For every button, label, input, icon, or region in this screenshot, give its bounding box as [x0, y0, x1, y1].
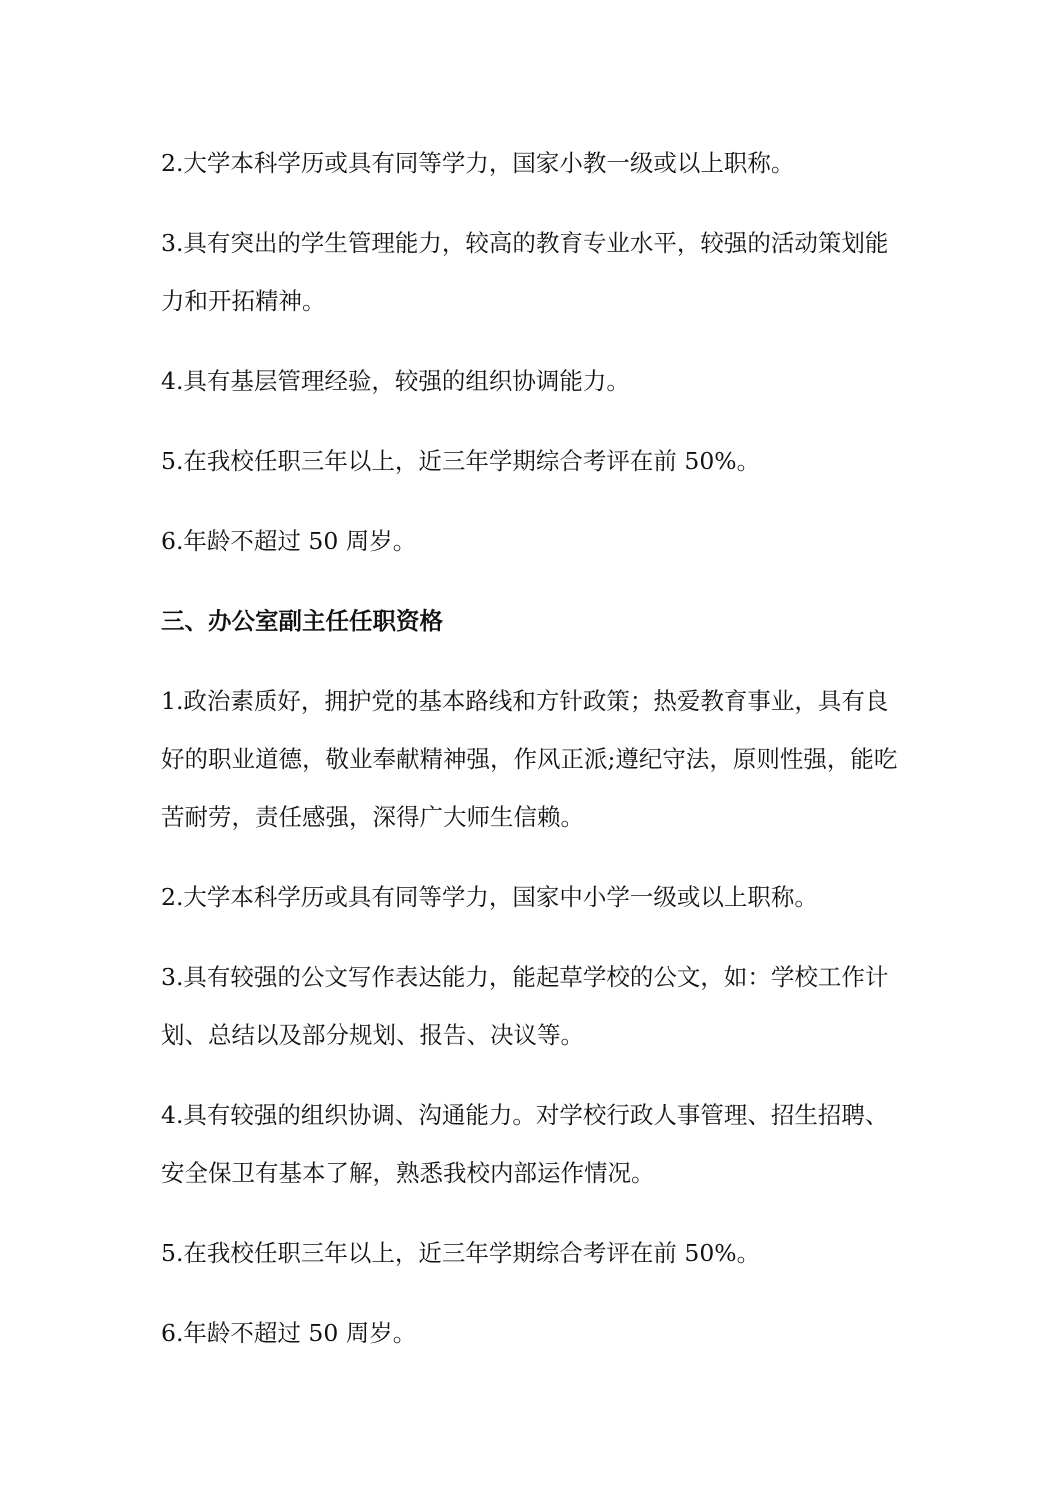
- section2-item-5: 5.在我校任职三年以上，近三年学期综合考评在前 50%。: [161, 447, 761, 475]
- section2-item-3: 3.具有突出的学生管理能力，较高的教育专业水平，较强的活动策划能力和开拓精神。: [161, 229, 889, 315]
- section3-item-6: 6.年龄不超过 50 周岁。: [161, 1319, 417, 1347]
- section3-item-2: 2.大学本科学历或具有同等学力，国家中小学一级或以上职称。: [161, 883, 818, 911]
- section3-heading: 三、办公室副主任任职资格: [161, 607, 443, 635]
- section2-item-2: 2.大学本科学历或具有同等学力，国家小教一级或以上职称。: [161, 149, 795, 177]
- section3-item-1: 1.政治素质好，拥护党的基本路线和方针政策；热爱教育事业，具有良好的职业道德，敬业奉献精神强，作风正派;遵纪守法，原则性强，能吃苦耐劳，责任感强，深得广大师生信赖。: [161, 687, 898, 831]
- section2-item-4: 4.具有基层管理经验，较强的组织协调能力。: [161, 367, 630, 395]
- document-body: [161, 134, 901, 1384]
- section3-item-3: 3.具有较强的公文写作表达能力，能起草学校的公文，如：学校工作计划、总结以及部分规划、报告、决议等。: [161, 963, 889, 1049]
- section3-item-4: 4.具有较强的组织协调、沟通能力。对学校行政人事管理、招生招聘、安全保卫有基本了解，熟悉我校内部运作情况。: [161, 1101, 889, 1187]
- section2-item-6: 6.年龄不超过 50 周岁。: [161, 527, 417, 555]
- section3-item-5: 5.在我校任职三年以上，近三年学期综合考评在前 50%。: [161, 1239, 761, 1267]
